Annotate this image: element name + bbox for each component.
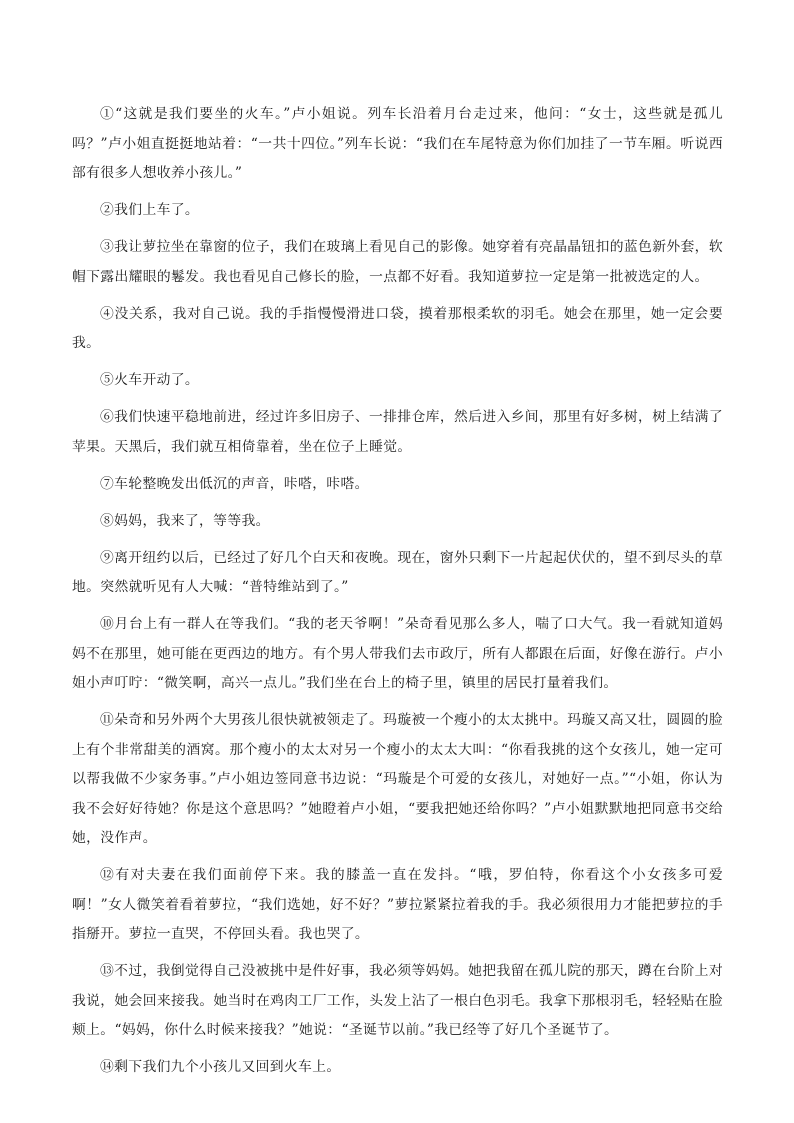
paragraph-12: ⑫有对夫妻在我们面前停下来。我的膝盖一直在发抖。“哦，罗伯特，你看这个小女孩多可爱啊！”女人微笑着看着萝拉，“我们选她，好不好？”萝拉紧紧拉着我的手。我必须很用力才能把萝拉的手指掰开。萝拉一直哭，不停回头看。我也哭了。 [72, 867, 723, 942]
paragraph-3: ③我让萝拉坐在靠窗的位子，我们在玻璃上看见自己的影像。她穿着有亮晶晶钮扣的蓝色新外套，软帽下露出耀眼的鬈发。我也看见自己修长的脸，一点都不好看。我知道萝拉一定是第一批被选定的人。 [72, 239, 723, 285]
paragraph-6: ⑥我们快速平稳地前进，经过许多旧房子、一排排仓库，然后进入乡间，那里有好多树，树上结满了苹果。天黑后，我们就互相倚靠着，坐在位子上睡觉。 [72, 409, 723, 455]
paragraph-11: ⑪朵奇和另外两个大男孩儿很快就被领走了。玛璇被一个瘦小的太太挑中。玛璇又高又壮，圆圆的脸上有个非常甜美的酒窝。那个瘦小的太太对另一个瘦小的太太大叫：“你看我挑的这个女孩儿，她一定可以帮我做不少家务事。”卢小姐边签同意书边说：“玛璇是个可爱的女孩儿，对她好一点。”“小姐，你认为我不会好好待她？你是这个意思吗？”她瞪着卢小姐，“要我把她还给你吗？”卢小姐默默地把同意书交给她，没作声。 [72, 712, 723, 846]
story-body [72, 100, 723, 1090]
paragraph-13: ⑬不过，我倒觉得自己没被挑中是件好事，我必须等妈妈。她把我留在孤儿院的那天，蹲在台阶上对我说，她会回来接我。她当时在鸡肉工厂工作，头发上沾了一根白色羽毛。我拿下那根羽毛，轻轻贴在脸颊上。“妈妈，你什么时候来接我？”她说：“圣诞节以前。”我已经等了好几个圣诞节了。 [72, 963, 723, 1038]
paragraph-7: ⑦车轮整晚发出低沉的声音，咔嗒，咔嗒。 [100, 475, 369, 492]
paragraph-4: ④没关系，我对自己说。我的手指慢慢滑进口袋，摸着那根柔软的羽毛。她会在那里，她一定会要我。 [72, 305, 723, 351]
paragraph-8: ⑧妈妈，我来了，等等我。 [100, 512, 270, 529]
paragraph-2: ②我们上车了。 [100, 202, 200, 218]
paragraph-14: ⑭剩下我们九个小孩儿又回到火车上。 [100, 1059, 341, 1075]
paragraph-9: ⑨离开纽约以后，已经过了好几个白天和夜晚。现在，窗外只剩下一片起起伏伏的，望不到尽头的草地。突然就听见有人大喊：“普特维站到了。” [72, 549, 723, 595]
paragraph-5: ⑤火车开动了。 [100, 372, 200, 388]
paragraph-10: ⑩月台上有一群人在等我们。“我的老天爷啊！”朵奇看见那么多人，喘了口大气。我一看就知道妈妈不在那里，她可能在更西边的地方。有个男人带我们去市政厅，所有人都跟在后面，好像在游行。卢小姐小声叮咛：“微笑啊，高兴一点儿。”我们坐在台上的椅子里，镇里的居民打量着我们。 [72, 616, 723, 691]
paragraph-1: ①“这就是我们要坐的火车。”卢小姐说。列车长沿着月台走过来，他问：“女士，这些就是孤儿吗？”卢小姐直挺挺地站着：“一共十四位。”列车长说：“我们在车尾特意为你们加挂了一节车厢。听说西部有很多人想收养小孩儿。” [72, 106, 723, 181]
